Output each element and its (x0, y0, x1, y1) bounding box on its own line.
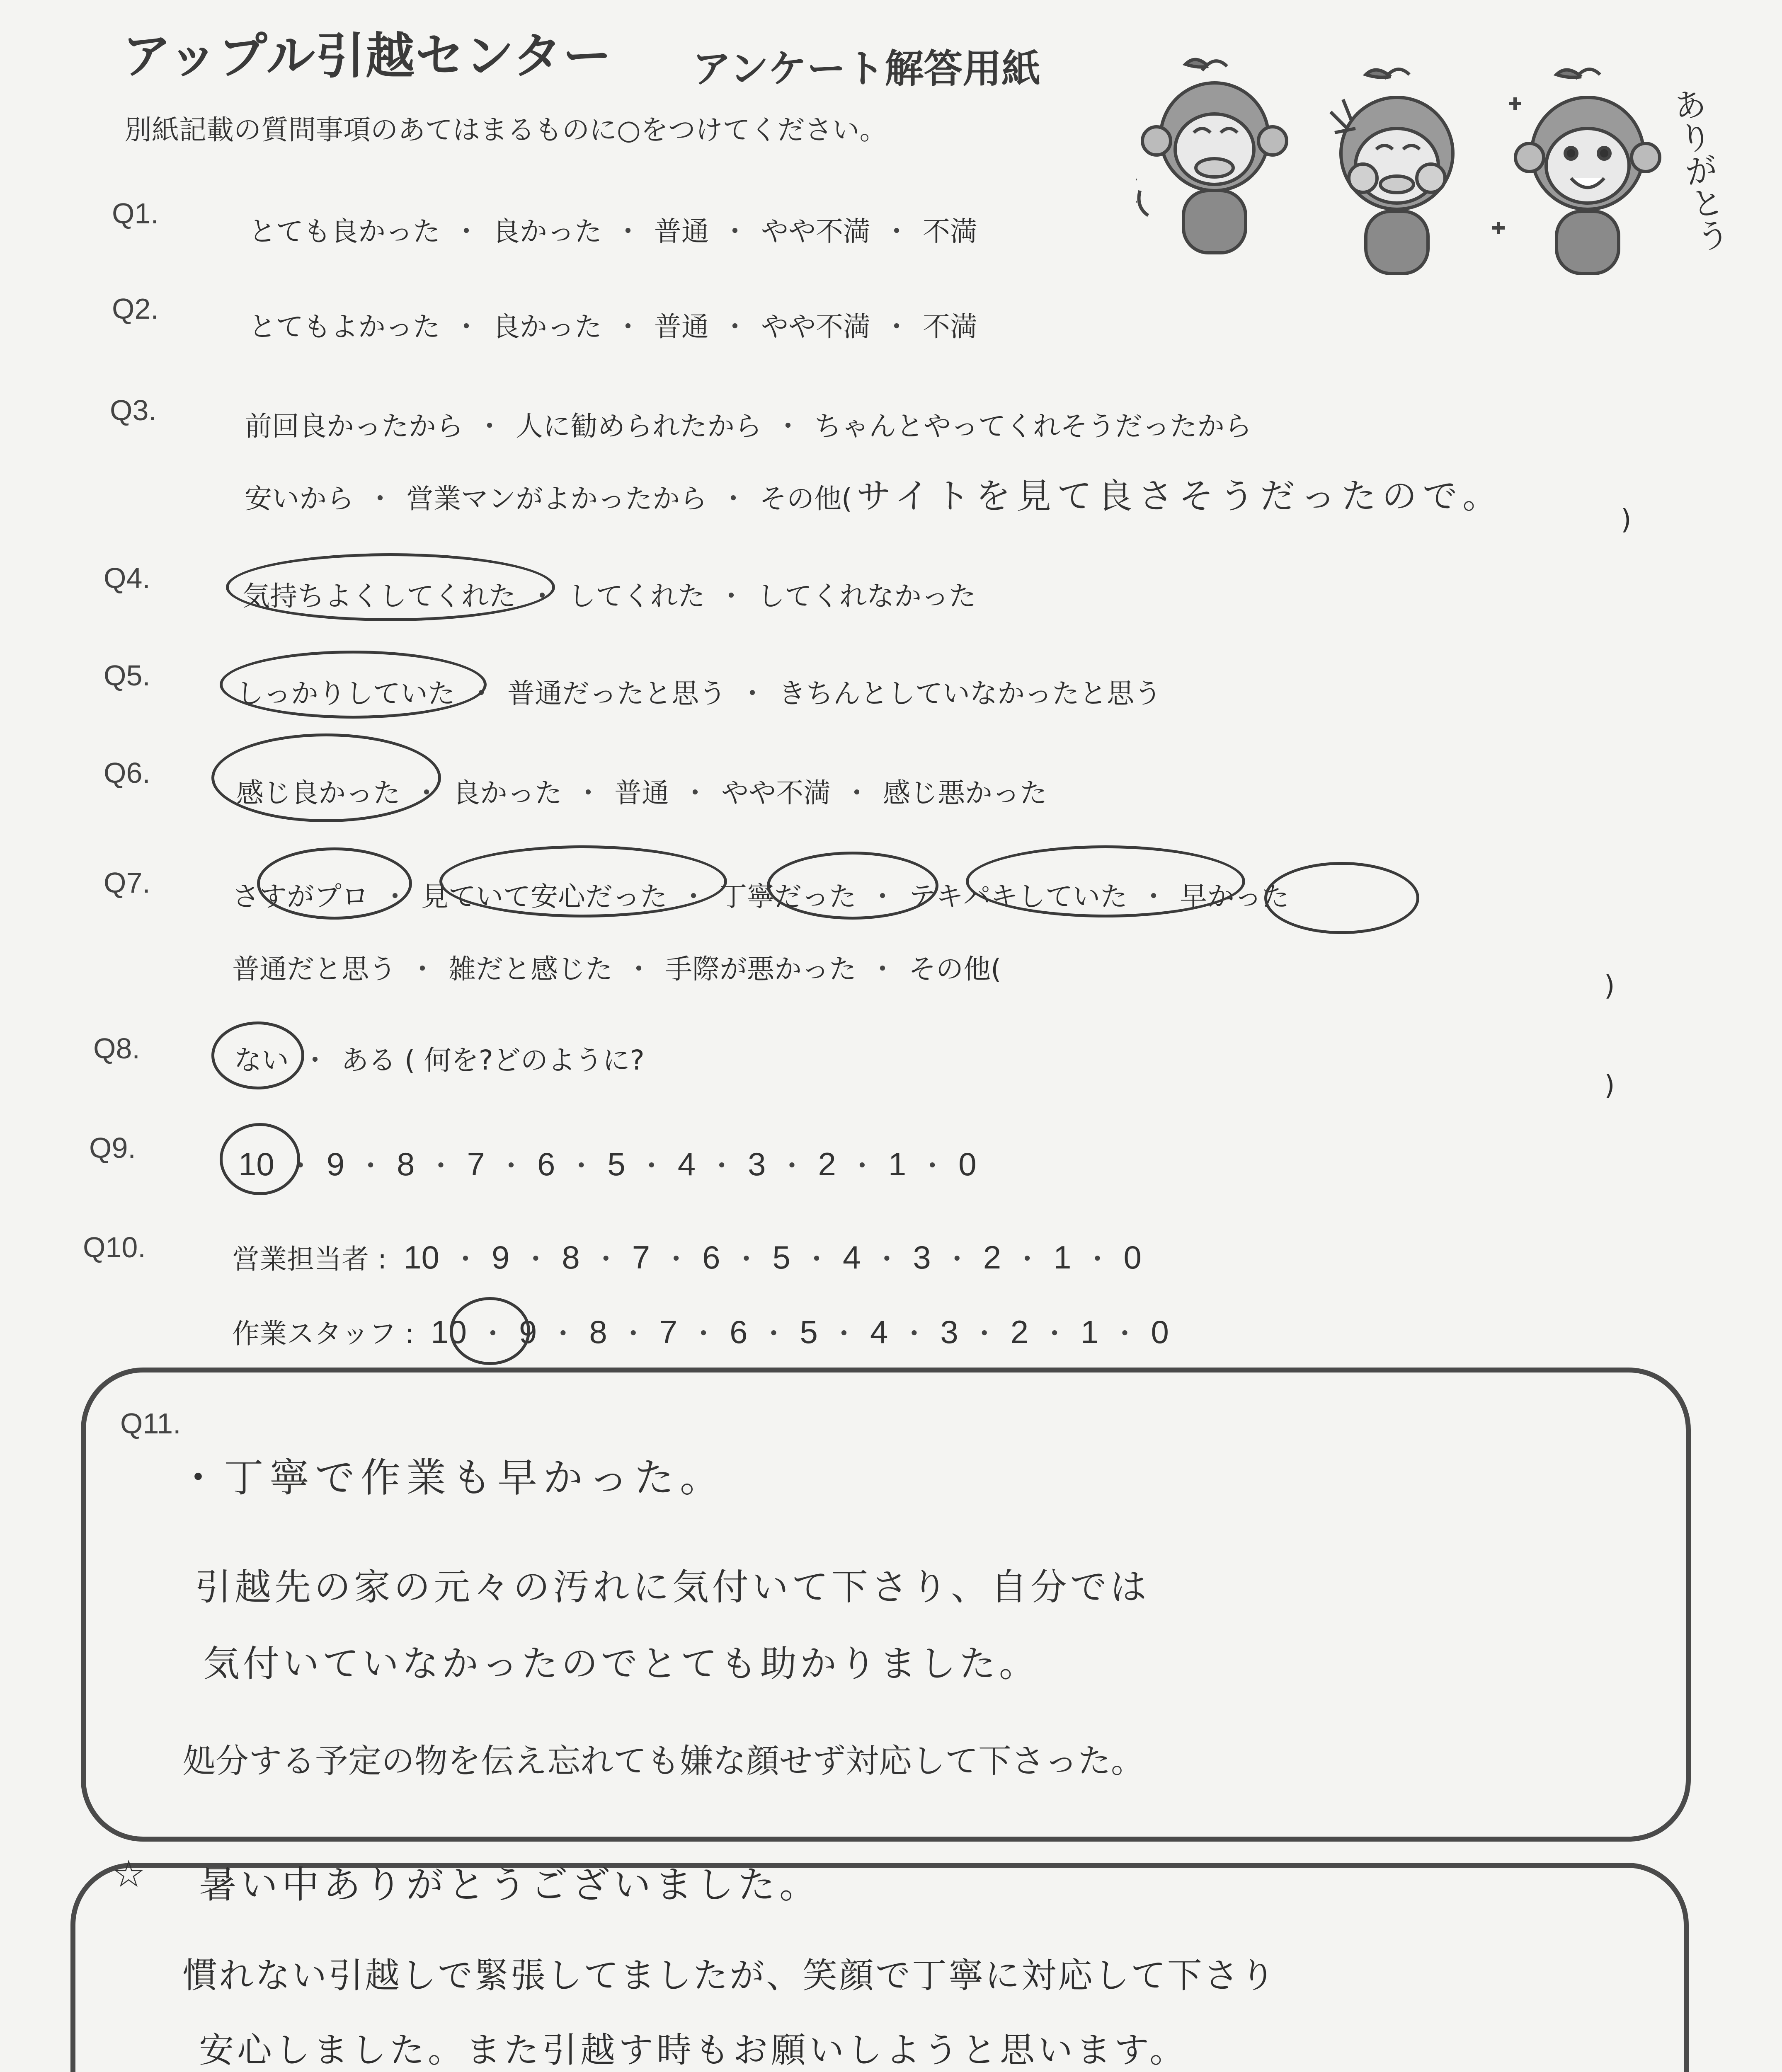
q9-score-selected[interactable]: 10 (238, 1146, 274, 1182)
q7-option-selected[interactable]: 早かった (1180, 881, 1289, 913)
q3-other-label[interactable]: その他( (759, 483, 852, 515)
q1-option[interactable]: 不満 (923, 215, 977, 247)
q11-comment-line: 処分する予定の物を伝え忘れても嫌な顔せず対応して下さった。 (182, 1742, 1144, 1780)
q9-score[interactable]: 5 (607, 1146, 626, 1182)
q4-option-selected[interactable]: 気持ちよくしてくれた (242, 580, 516, 612)
q6-option[interactable]: 良かった (453, 777, 562, 809)
q3-options-line1: 前回良かったから ・ 人に勧められたから ・ ちゃんとやってくれそうだったから (245, 404, 1252, 443)
q2-label: Q2. (112, 293, 159, 325)
q2-option[interactable]: 不満 (923, 311, 977, 343)
q3-option[interactable]: 人に勧められたから (516, 410, 762, 442)
q1-option[interactable]: 良かった (492, 215, 602, 247)
q9-score[interactable]: 6 (537, 1146, 555, 1182)
q2-options: とてもよかった ・ 良かった ・ 普通 ・ やや不満 ・ 不満 (249, 305, 977, 344)
q10-sales-score[interactable]: 8 (562, 1239, 580, 1276)
q4-options: 気持ちよくしてくれた ・ してくれた ・ してくれなかった (242, 574, 976, 613)
q7-option-selected[interactable]: 見ていて安心だった (421, 881, 667, 913)
q11-comment-line: ・丁寧で作業も早かった。 (178, 1455, 725, 1501)
q10-sales-score[interactable]: 10 (403, 1239, 439, 1276)
q4-selection-circle (226, 553, 555, 621)
mascot-illustration (1136, 54, 1708, 286)
q6-selection-circle (211, 733, 441, 822)
q7-option[interactable]: その他( (909, 953, 1001, 985)
q9-label: Q9. (89, 1132, 136, 1164)
q6-option[interactable]: やや不満 (721, 777, 831, 809)
q3-option[interactable]: 前回良かったから (245, 410, 463, 442)
q11-label: Q11. (120, 1407, 181, 1440)
q8-label: Q8. (93, 1032, 140, 1065)
q3-options-line2: 安いから ・ 営業マンがよかったから ・ その他( サイトを見て良さそうだったので。 (245, 468, 1503, 518)
q7-option[interactable]: 普通だと思う (232, 953, 396, 985)
q10-staff-score[interactable]: 1 (1081, 1314, 1099, 1350)
q2-option[interactable]: 普通 (654, 311, 709, 343)
q9-score[interactable]: 9 (326, 1146, 345, 1182)
q9-score[interactable]: 1 (888, 1146, 907, 1182)
q10-sales-score[interactable]: 1 (1053, 1239, 1072, 1276)
q7-option-selected[interactable]: テキパキしていた (909, 881, 1127, 913)
q10-staff-score[interactable]: 9 (519, 1314, 537, 1350)
q9-score[interactable]: 3 (748, 1146, 766, 1182)
q7-selection-circle (966, 845, 1245, 917)
free-comment-line: 安心しました。また引越す時もお願いしようと思います。 (199, 2030, 1188, 2070)
q10-staff-score-selected[interactable]: 10 (431, 1314, 467, 1350)
q9-scale: 10 ・ 9 ・ 8 ・ 7 ・ 6 ・ 5 ・ 4 ・ 3 ・ 2 ・ 1 ・ 0 (238, 1146, 977, 1182)
q10-sales-score[interactable]: 6 (702, 1239, 720, 1276)
free-comment-line: 慣れない引越しで緊張してましたが、笑顔で丁寧に対応して下さり (182, 1955, 1277, 1996)
q7-selection-circle (439, 845, 727, 917)
q1-option[interactable]: やや不満 (761, 215, 870, 247)
q3-option[interactable]: ちゃんとやってくれそうだったから (814, 410, 1252, 442)
q10-sales-score[interactable]: 0 (1123, 1239, 1142, 1276)
q8-options: ない ・ ある ( 何を?どのように? (234, 1038, 645, 1077)
q5-selection-circle (220, 651, 487, 719)
q9-score[interactable]: 2 (818, 1146, 836, 1182)
q9-score[interactable]: 8 (397, 1146, 415, 1182)
q6-option-selected[interactable]: 感じ良かった (236, 777, 400, 809)
q8-option[interactable]: ある ( 何を?どのように? (341, 1044, 645, 1076)
q6-option[interactable]: 普通 (614, 777, 669, 809)
q8-close-paren: ) (1604, 1069, 1615, 1101)
q4-label: Q4. (104, 562, 150, 594)
q10-sales-score[interactable]: 2 (983, 1239, 1001, 1276)
q5-option[interactable]: 普通だったと思う (507, 678, 726, 709)
q10-sales-score[interactable]: 4 (842, 1239, 861, 1276)
q5-options: しっかりしていた ・ 普通だったと思う ・ きちんとしていなかったと思う (236, 671, 1161, 711)
q7-options-line2: 普通だと思う ・ 雑だと感じた ・ 手際が悪かった ・ その他( (232, 947, 1001, 986)
q7-selection-circle (1264, 862, 1419, 934)
q10-staff-score[interactable]: 7 (659, 1314, 678, 1350)
q7-option[interactable]: 雑だと感じた (449, 953, 613, 985)
q10-staff-score[interactable]: 5 (800, 1314, 818, 1350)
q7-option[interactable]: 手際が悪かった (665, 953, 856, 985)
q6-options: 感じ良かった ・ 良かった ・ 普通 ・ やや不満 ・ 感じ悪かった (236, 771, 1047, 810)
q10-label: Q10. (83, 1231, 146, 1264)
form-subtitle: アンケート解答用紙 (692, 46, 1041, 92)
q6-option[interactable]: 感じ悪かった (883, 777, 1047, 809)
q9-score[interactable]: 0 (958, 1146, 977, 1182)
q11-comment-line: 引越先の家の元々の汚れに気付いて下さり、自分では (195, 1566, 1150, 1608)
q3-option[interactable]: 営業マンがよかったから (406, 483, 707, 515)
q10-sales-label: 営業担当者 : (232, 1243, 387, 1275)
q10-selection-circle (450, 1297, 530, 1365)
q9-score[interactable]: 7 (467, 1146, 485, 1182)
q3-other-answer: サイトを見て良さそうだったので。 (856, 476, 1503, 516)
instruction-text: 別紙記載の質問事項のあてはまるものに○をつけてください。 (124, 114, 887, 146)
q4-option[interactable]: してくれなかった (757, 580, 976, 612)
q10-staff-label: 作業スタッフ : (232, 1318, 415, 1350)
q10-staff-score[interactable]: 6 (730, 1314, 748, 1350)
q10-staff-row: 作業スタッフ : 10 ・ 9 ・ 8 ・ 7 ・ 6 ・ 5 ・ 4 ・ 3 ・ 2 ・ 1 ・ 0 (232, 1312, 1169, 1351)
q7-selection-circle (767, 852, 938, 920)
q10-staff-score[interactable]: 0 (1151, 1314, 1169, 1350)
q1-label: Q1. (112, 197, 159, 230)
q10-sales-score[interactable]: 3 (913, 1239, 931, 1276)
form-title: アップル引越センター (122, 27, 613, 85)
q1-options: とても良かった ・ 良かった ・ 普通 ・ やや不満 ・ 不満 (249, 209, 977, 249)
q9-selection-circle (220, 1123, 300, 1195)
q7-option-selected[interactable]: 丁寧だった (720, 881, 856, 913)
q10-sales-score[interactable]: 5 (772, 1239, 790, 1276)
q2-option[interactable]: やや不満 (761, 311, 870, 343)
q10-staff-score[interactable]: 3 (940, 1314, 958, 1350)
q3-option[interactable]: 安いから (245, 483, 354, 515)
q6-label: Q6. (104, 757, 150, 789)
q3-label: Q3. (110, 394, 157, 426)
q5-option[interactable]: きちんとしていなかったと思う (778, 678, 1161, 709)
q1-option[interactable]: 普通 (654, 215, 709, 247)
q1-option[interactable]: とても良かった (249, 215, 440, 247)
q5-option-selected[interactable]: しっかりしていた (236, 678, 455, 709)
q2-option[interactable]: 良かった (492, 311, 602, 343)
q8-option-selected[interactable]: ない (234, 1044, 289, 1076)
q10-staff-score[interactable]: 2 (1010, 1314, 1029, 1350)
q4-option[interactable]: してくれた (568, 580, 705, 612)
q7-close-paren: ) (1604, 970, 1615, 1002)
q10-staff-score[interactable]: 4 (870, 1314, 888, 1350)
mascot-thanks-text: ありがとう (1665, 85, 1732, 255)
q10-sales-score[interactable]: 7 (632, 1239, 650, 1276)
q2-option[interactable]: とてもよかった (249, 311, 440, 343)
q3-close-paren: ) (1621, 503, 1632, 535)
q5-label: Q5. (104, 659, 150, 692)
q10-sales-score[interactable]: 9 (491, 1239, 510, 1276)
q7-option-selected[interactable]: さすがプロ (232, 881, 369, 913)
q10-sales-row: 営業担当者 : 10 ・ 9 ・ 8 ・ 7 ・ 6 ・ 5 ・ 4 ・ 3 ・ 2 ・ 1 ・ 0 (232, 1237, 1142, 1276)
q10-staff-score[interactable]: 8 (589, 1314, 607, 1350)
q9-score[interactable]: 4 (677, 1146, 696, 1182)
q7-label: Q7. (104, 867, 150, 899)
star-icon: ☆ (112, 1852, 145, 1896)
free-comment-line: 暑い中ありがとうございました。 (199, 1863, 821, 1907)
q7-selection-circle (257, 847, 412, 920)
q8-selection-circle (211, 1021, 304, 1089)
q11-comment-line: 気付いていなかったのでとても助かりました。 (203, 1642, 1039, 1685)
q7-options-line1: さすがプロ ・ 見ていて安心だった ・ 丁寧だった ・ テキパキしていた ・ 早かった (232, 874, 1289, 914)
